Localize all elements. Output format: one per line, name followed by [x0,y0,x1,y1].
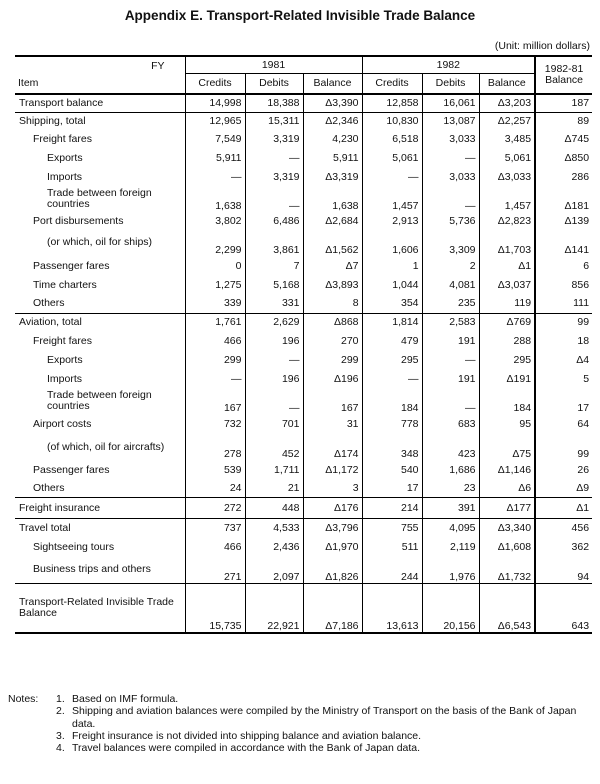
table-cell: Δ1 [479,256,535,275]
table-cell: 187 [535,94,592,112]
table-cell: Δ1,608 [479,537,535,556]
table-cell: 5,061 [479,148,535,167]
table-cell: 99 [535,313,592,331]
table-cell: — [185,369,245,388]
row-label: Freight insurance [19,501,101,514]
trade-balance-table [15,55,592,634]
table-cell: Δ6,543 [479,583,535,633]
table-cell: 15,735 [185,583,245,633]
row-label: Aviation, total [19,316,82,329]
table-cell: 191 [422,331,479,350]
table-cell: 4,081 [422,275,479,294]
table-cell: 14,998 [185,94,245,112]
table-cell: 214 [362,497,422,518]
table-cell: Δ1,703 [479,229,535,256]
table-cell: 3 [303,479,362,497]
table-cell: 196 [245,331,303,350]
table-cell: 12,858 [362,94,422,112]
table-row [15,186,592,212]
table-cell: 732 [185,414,245,434]
table-cell: 2,097 [245,556,303,583]
table-cell: 13,613 [362,583,422,633]
table-cell: Δ2,257 [479,112,535,129]
table-cell: Δ1 [535,497,592,518]
table-cell: 466 [185,331,245,350]
table-cell: 1,761 [185,313,245,331]
table-cell: 683 [422,414,479,434]
table-cell: 6,518 [362,129,422,148]
table-row [15,167,592,186]
table-body [15,94,592,633]
table-cell: 15,311 [245,112,303,129]
table-cell: 12,965 [185,112,245,129]
table-cell: Δ3,033 [479,167,535,186]
table-cell: 1,976 [422,556,479,583]
table-cell: 643 [535,583,592,633]
table-cell: Δ1,732 [479,556,535,583]
table-cell: 391 [422,497,479,518]
table-cell: 184 [362,388,422,414]
header-credits-1981: Credits [185,73,245,94]
table-cell: Δ6 [479,479,535,497]
table-cell: Δ3,390 [303,94,362,112]
table-row [15,414,592,434]
table-cell: Δ850 [535,148,592,167]
table-cell: 3,309 [422,229,479,256]
table-cell: Δ3,203 [479,94,535,112]
table-cell: 24 [185,479,245,497]
table-row [15,388,592,414]
table-cell: 1,638 [303,186,362,212]
table-cell: 3,033 [422,167,479,186]
table-cell: 278 [185,434,245,460]
row-label: Shipping, total [19,114,86,127]
header-year-1982: 1982 [362,56,535,73]
table-cell: 452 [245,434,303,460]
table-cell: 8 [303,294,362,313]
table-row [15,537,592,556]
table-cell: 3,033 [422,129,479,148]
row-label: Others [33,297,65,310]
table-cell: Δ177 [479,497,535,518]
notes-label: Notes: [8,693,39,705]
table-cell: 94 [535,556,592,583]
table-cell: Δ7,186 [303,583,362,633]
table-cell: 3,319 [245,129,303,148]
table-cell: 1,814 [362,313,422,331]
row-label: Business trips and others [33,562,151,575]
table-cell: Δ9 [535,479,592,497]
table-cell: 111 [535,294,592,313]
table-cell: Δ181 [535,186,592,212]
row-label: Trade between foreign countries [47,389,152,412]
row-label: Trade between foreign countries [47,187,152,210]
table-cell: Δ4 [535,350,592,369]
header-change-top: 1982-81 [544,63,584,75]
table-cell: 299 [185,350,245,369]
table-cell: 17 [362,479,422,497]
table-cell: — [422,148,479,167]
table-cell: 99 [535,434,592,460]
table-cell: 5,911 [185,148,245,167]
table-cell: 856 [535,275,592,294]
header-change [535,56,592,94]
table-cell: 511 [362,537,422,556]
row-label: Imports [47,372,83,385]
table-cell: 295 [479,350,535,369]
table-cell: Δ3,319 [303,167,362,186]
table-cell: 448 [245,497,303,518]
table-cell: 701 [245,414,303,434]
row-label: Passenger fares [33,463,110,476]
table-cell: Δ745 [535,129,592,148]
table-cell: Δ1,562 [303,229,362,256]
table-row [15,497,592,518]
table-cell: 26 [535,460,592,479]
table-cell: 2,119 [422,537,479,556]
row-label: (of which, oil for aircrafts) [47,440,165,453]
table-cell: 2,436 [245,537,303,556]
table-cell: Δ1,146 [479,460,535,479]
table-cell: 5,736 [422,212,479,229]
table-cell: 3,861 [245,229,303,256]
table-cell: 3,802 [185,212,245,229]
table-cell: 191 [422,369,479,388]
table-cell: Δ1,172 [303,460,362,479]
table-cell: 1,686 [422,460,479,479]
table-cell: 3,319 [245,167,303,186]
table-cell: 339 [185,294,245,313]
table-cell: 456 [535,518,592,537]
table-cell: 20,156 [422,583,479,633]
table-cell: 167 [185,388,245,414]
header-credits-1982: Credits [362,73,422,94]
table-cell: Δ3,796 [303,518,362,537]
table-cell: 7,549 [185,129,245,148]
row-label: Time charters [33,278,97,291]
table-cell: Δ141 [535,229,592,256]
table-cell: Δ1,826 [303,556,362,583]
table-cell: 2,913 [362,212,422,229]
table-cell: Δ139 [535,212,592,229]
table-cell: 348 [362,434,422,460]
table-cell: Δ868 [303,313,362,331]
table-cell: 18,388 [245,94,303,112]
table-cell: Δ2,823 [479,212,535,229]
table-cell: — [245,350,303,369]
table-cell: Δ196 [303,369,362,388]
table-cell: 244 [362,556,422,583]
table-row [15,350,592,369]
table-cell: — [245,388,303,414]
row-label: Freight fares [33,132,92,145]
table-cell: Δ7 [303,256,362,275]
table-cell: 7 [245,256,303,275]
table-cell: 23 [422,479,479,497]
table-cell: Δ191 [479,369,535,388]
table-row [15,275,592,294]
table-cell: 119 [479,294,535,313]
table-cell: 235 [422,294,479,313]
table-row [15,313,592,331]
table-cell: 5,168 [245,275,303,294]
table-row [15,479,592,497]
header-balance-1982: Balance [479,73,535,94]
table-cell: Δ3,340 [479,518,535,537]
table-cell: 22,921 [245,583,303,633]
table-cell: 1,606 [362,229,422,256]
table-cell: — [422,388,479,414]
table-cell: 0 [185,256,245,275]
header-debits-1981: Debits [245,73,303,94]
table-cell: 4,533 [245,518,303,537]
note-3: 3. Freight insurance is not divided into shipping balance and aviation balance. [56,729,422,742]
table-cell: — [362,167,422,186]
row-label: Freight fares [33,334,92,347]
table-cell: — [185,167,245,186]
table-cell: 95 [479,414,535,434]
table-row [15,583,592,633]
note-1: Notes: 1. Based on IMF formula. [8,693,179,705]
table-row [15,556,592,583]
table-cell: 21 [245,479,303,497]
table-cell: 5,061 [362,148,422,167]
table-cell: 3,485 [479,129,535,148]
table-cell: 539 [185,460,245,479]
table-cell: 64 [535,414,592,434]
table-cell: 1,457 [479,186,535,212]
table-cell: 271 [185,556,245,583]
note-4: 4. Travel balances were compiled in accordance with the Bank of Japan data. [56,742,421,755]
table-cell: 270 [303,331,362,350]
table-cell: 479 [362,331,422,350]
table-cell: 737 [185,518,245,537]
table-cell: 1,457 [362,186,422,212]
table-cell: 1,275 [185,275,245,294]
table-row [15,460,592,479]
row-label: Others [33,481,65,494]
table-cell: 295 [362,350,422,369]
row-label: Airport costs [33,418,92,430]
table-cell: 778 [362,414,422,434]
table-cell: Δ176 [303,497,362,518]
table-cell: 272 [185,497,245,518]
row-label: Travel total [19,521,71,534]
table-row [15,94,592,112]
row-label: Transport-Related Invisible Trade Balance [19,595,174,619]
table-row [15,256,592,275]
header-balance-1981: Balance [303,73,362,94]
header-year-1981: 1981 [185,56,362,73]
table-cell: 6,486 [245,212,303,229]
row-label: Imports [47,170,83,183]
table-row [15,212,592,229]
table-row [15,129,592,148]
table-cell: 466 [185,537,245,556]
table-cell: Δ3,037 [479,275,535,294]
table-cell: Δ769 [479,313,535,331]
header-fy: FY [151,60,165,72]
row-label: Exports [47,353,83,366]
table-row [15,229,592,256]
table-cell: — [422,350,479,369]
table-cell: Δ1,970 [303,537,362,556]
row-label: Port disbursements [33,214,124,227]
table-cell: 288 [479,331,535,350]
table-cell: 331 [245,294,303,313]
table-cell: Δ174 [303,434,362,460]
table-cell: 17 [535,388,592,414]
table-cell: 10,830 [362,112,422,129]
table-row [15,369,592,388]
table-cell: 5,911 [303,148,362,167]
row-label: Sightseeing tours [33,540,115,553]
table-cell: Δ3,893 [303,275,362,294]
table-cell: 5 [535,369,592,388]
table-row [15,331,592,350]
row-label: Transport balance [19,97,104,110]
table-cell: 196 [245,369,303,388]
table-cell: 423 [422,434,479,460]
table-row [15,148,592,167]
table-cell: 31 [303,414,362,434]
table-cell: — [245,186,303,212]
table-cell: Δ75 [479,434,535,460]
table-cell: 1,638 [185,186,245,212]
notes-section [8,693,593,754]
table-cell: 2,583 [422,313,479,331]
table-cell: — [245,148,303,167]
table-row [15,294,592,313]
table-cell: 13,087 [422,112,479,129]
table-row [15,112,592,129]
row-label: Passenger fares [33,259,110,272]
table-cell: — [362,369,422,388]
table-cell: Δ2,346 [303,112,362,129]
row-label: Exports [47,151,83,164]
table-cell: 1,044 [362,275,422,294]
header-change-bottom: Balance [545,74,584,86]
table-cell: 167 [303,388,362,414]
row-label: (or which, oil for ships) [47,236,153,248]
table-cell: 16,061 [422,94,479,112]
note-2: 2. Shipping and aviation balances were compiled by the Ministry of Transport on the basis of the Bank of Japan data. [56,705,577,730]
header-debits-1982: Debits [422,73,479,94]
table-row [15,434,592,460]
table-cell: 540 [362,460,422,479]
table-cell: 362 [535,537,592,556]
table-cell: 89 [535,112,592,129]
table-cell: 2,299 [185,229,245,256]
header-item: Item [18,77,39,89]
table-row [15,518,592,537]
table-cell: Δ2,684 [303,212,362,229]
table-cell: 299 [303,350,362,369]
page-title: Appendix E. Transport-Related Invisible Trade Balance [124,8,476,23]
table-cell: 2,629 [245,313,303,331]
table-cell: 755 [362,518,422,537]
table-cell: 4,230 [303,129,362,148]
table-cell: 286 [535,167,592,186]
table-cell: 1,711 [245,460,303,479]
table-cell: 4,095 [422,518,479,537]
table-cell: — [422,186,479,212]
table-cell: 2 [422,256,479,275]
table-cell: 6 [535,256,592,275]
table-cell: 184 [479,388,535,414]
table-cell: 1 [362,256,422,275]
table-cell: 18 [535,331,592,350]
table-cell: 354 [362,294,422,313]
unit-label: (Unit: million dollars) [494,40,590,52]
